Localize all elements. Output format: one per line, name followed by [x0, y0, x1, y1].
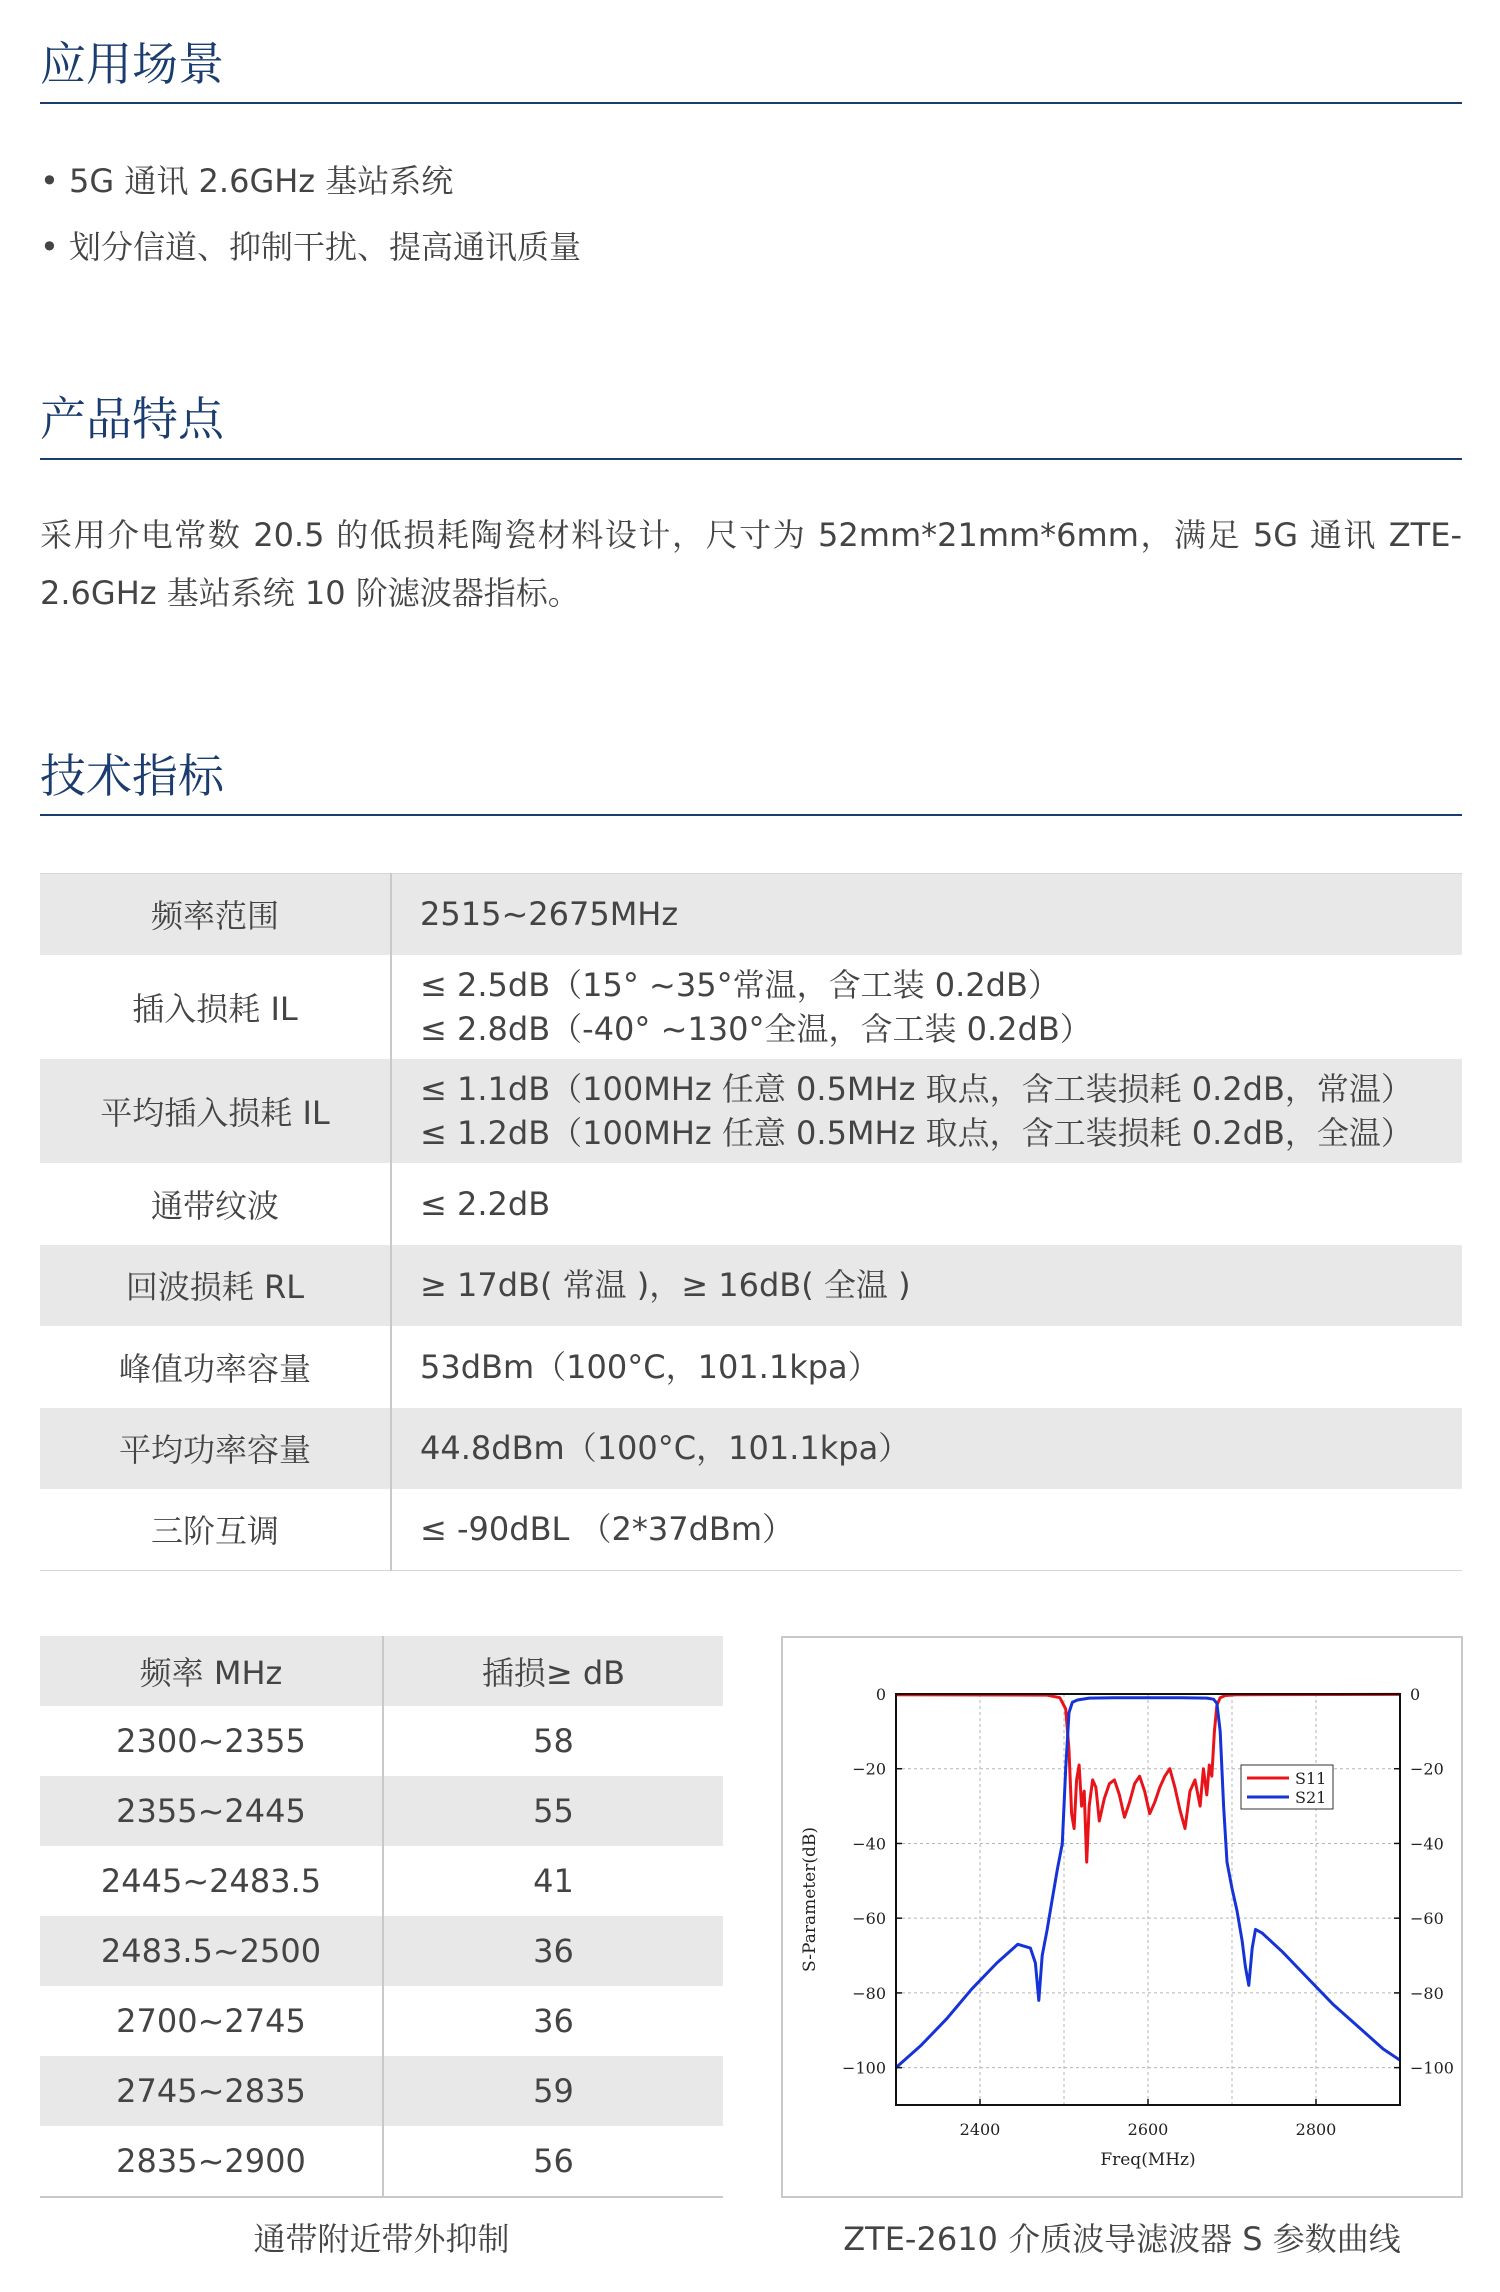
chart-canvas: [783, 1638, 1461, 2196]
table-row: [40, 1846, 723, 1916]
spec-value-line: 53dBm（100°C，101.1kpa）: [420, 1347, 880, 1386]
table-row: [40, 2126, 723, 2197]
spec-value-line: ≤ -90dBL （2*37dBm）: [420, 1510, 795, 1549]
band-table-caption: 通带附近带外抑制: [253, 2220, 510, 2258]
s-parameter-chart: [781, 1636, 1463, 2198]
table-row: [40, 1986, 723, 2056]
application-bullet-2: • 划分信道、抑制干扰、提高通讯质量: [40, 228, 582, 266]
x-tick-label: 2600: [1127, 2120, 1169, 2139]
spec-row: [40, 1245, 1462, 1326]
x-tick-label: 2400: [959, 2120, 1001, 2139]
band-frequency: 2835~2900: [40, 2126, 383, 2197]
band-table-header: [40, 1636, 723, 1706]
spec-value-line: ≤ 2.8dB（-40° ~130°全温，含工装 0.2dB）: [420, 1009, 1092, 1048]
spec-label: 回波损耗 RL: [40, 1245, 391, 1326]
section-divider: [40, 814, 1462, 816]
x-axis-label: Freq(MHz): [1100, 2150, 1196, 2170]
legend-label-s11: S11: [1295, 1769, 1327, 1788]
section-title-features: 产品特点: [40, 392, 224, 446]
spec-label: 峰值功率容量: [40, 1326, 391, 1408]
spec-label: 平均插入损耗 IL: [40, 1059, 391, 1163]
spec-value: [391, 874, 1462, 955]
band-frequency: 2355~2445: [40, 1776, 383, 1846]
chart-caption: ZTE-2610 介质波导滤波器 S 参数曲线: [843, 2220, 1401, 2258]
spec-row: [40, 1408, 1462, 1489]
section-title-application: 应用场景: [40, 37, 224, 91]
spec-label: 三阶互调: [40, 1489, 391, 1571]
spec-value-line: ≤ 2.5dB（15° ~35°常温，含工装 0.2dB）: [420, 965, 1060, 1004]
spec-row: [40, 955, 1462, 1059]
band-loss: 36: [533, 2002, 574, 2040]
spec-label: 平均功率容量: [40, 1408, 391, 1489]
spec-value-line: 44.8dBm（100°C，101.1kpa）: [420, 1429, 911, 1467]
table-row: [40, 1706, 723, 1776]
spec-value-line: 2515~2675MHz: [420, 895, 679, 934]
features-paragraph: 采用介电常数 20.5 的低损耗陶瓷材料设计，尺寸为 52mm*21mm*6mm，满足 5G 通讯 ZTE-2.6GHz 基站系统 10 阶滤波器指标。: [40, 516, 1462, 612]
y-tick-label-right: −100: [1410, 2058, 1454, 2078]
spec-value: [391, 1163, 1462, 1245]
spec-value-line: ≥ 17dB( 常温 )，≥ 16dB( 全温 ): [420, 1266, 911, 1304]
y-tick-label-left: −100: [842, 2058, 886, 2078]
x-tick-label: 2800: [1295, 2120, 1337, 2139]
spec-value: [391, 1326, 1462, 1408]
band-frequency: 2483.5~2500: [40, 1916, 383, 1986]
spec-row: [40, 1163, 1462, 1245]
band-loss: 56: [533, 2142, 574, 2180]
y-axis-label: S-Parameter(dB): [800, 1827, 820, 1972]
table-row: [40, 1916, 723, 1986]
spec-value-line: ≤ 2.2dB: [420, 1184, 551, 1223]
spec-table: [40, 873, 1462, 1571]
spec-value: [391, 1489, 1462, 1571]
y-tick-label-left: −40: [852, 1834, 886, 1854]
spec-value: [391, 1245, 1462, 1326]
y-tick-label-left: 0: [875, 1685, 886, 1704]
y-tick-label-left: −60: [852, 1909, 886, 1929]
section-divider: [40, 458, 1462, 460]
spec-row: [40, 1489, 1462, 1571]
spec-row: [40, 1059, 1462, 1163]
band-frequency: 2700~2745: [40, 1986, 383, 2056]
band-loss: 58: [533, 1722, 574, 1760]
column-header-loss: 插损≥ dB: [481, 1654, 626, 1692]
y-tick-label-right: −40: [1410, 1834, 1444, 1854]
y-tick-label-left: −80: [852, 1983, 886, 2003]
legend-label-s21: S21: [1295, 1788, 1327, 1807]
spec-value-line: ≤ 1.1dB（100MHz 任意 0.5MHz 取点，含工装损耗 0.2dB，常温）: [420, 1069, 1413, 1108]
y-tick-label-right: −80: [1410, 1983, 1444, 2003]
band-loss: 59: [533, 2072, 574, 2110]
band-loss: 55: [533, 1792, 574, 1830]
spec-label: 通带纹波: [40, 1163, 391, 1245]
spec-value-line: ≤ 1.2dB（100MHz 任意 0.5MHz 取点，含工装损耗 0.2dB，全温）: [420, 1113, 1413, 1152]
spec-value: [391, 1059, 1462, 1163]
section-title-specs: 技术指标: [40, 749, 224, 803]
y-tick-label-left: −20: [852, 1759, 886, 1779]
spec-label: 频率范围: [40, 874, 391, 955]
spec-row: [40, 1326, 1462, 1408]
spec-label: 插入损耗 IL: [40, 955, 391, 1059]
y-tick-label-right: −20: [1410, 1759, 1444, 1779]
section-divider: [40, 102, 1462, 104]
y-tick-label-right: −60: [1410, 1909, 1444, 1929]
band-frequency: 2445~2483.5: [40, 1846, 383, 1916]
application-bullet-1: • 5G 通讯 2.6GHz 基站系统: [40, 162, 454, 200]
band-frequency: 2745~2835: [40, 2056, 383, 2126]
table-row: [40, 1776, 723, 1846]
spec-row: [40, 874, 1462, 955]
spec-value: [391, 1408, 1462, 1489]
y-tick-label-right: 0: [1410, 1685, 1421, 1704]
spec-value: [391, 955, 1462, 1059]
band-loss: 41: [533, 1862, 574, 1900]
band-loss: 36: [533, 1932, 574, 1970]
band-rejection-table: [40, 1636, 723, 2198]
band-frequency: 2300~2355: [40, 1706, 383, 1776]
column-header-frequency: 频率 MHz: [40, 1636, 383, 1706]
table-row: [40, 2056, 723, 2126]
